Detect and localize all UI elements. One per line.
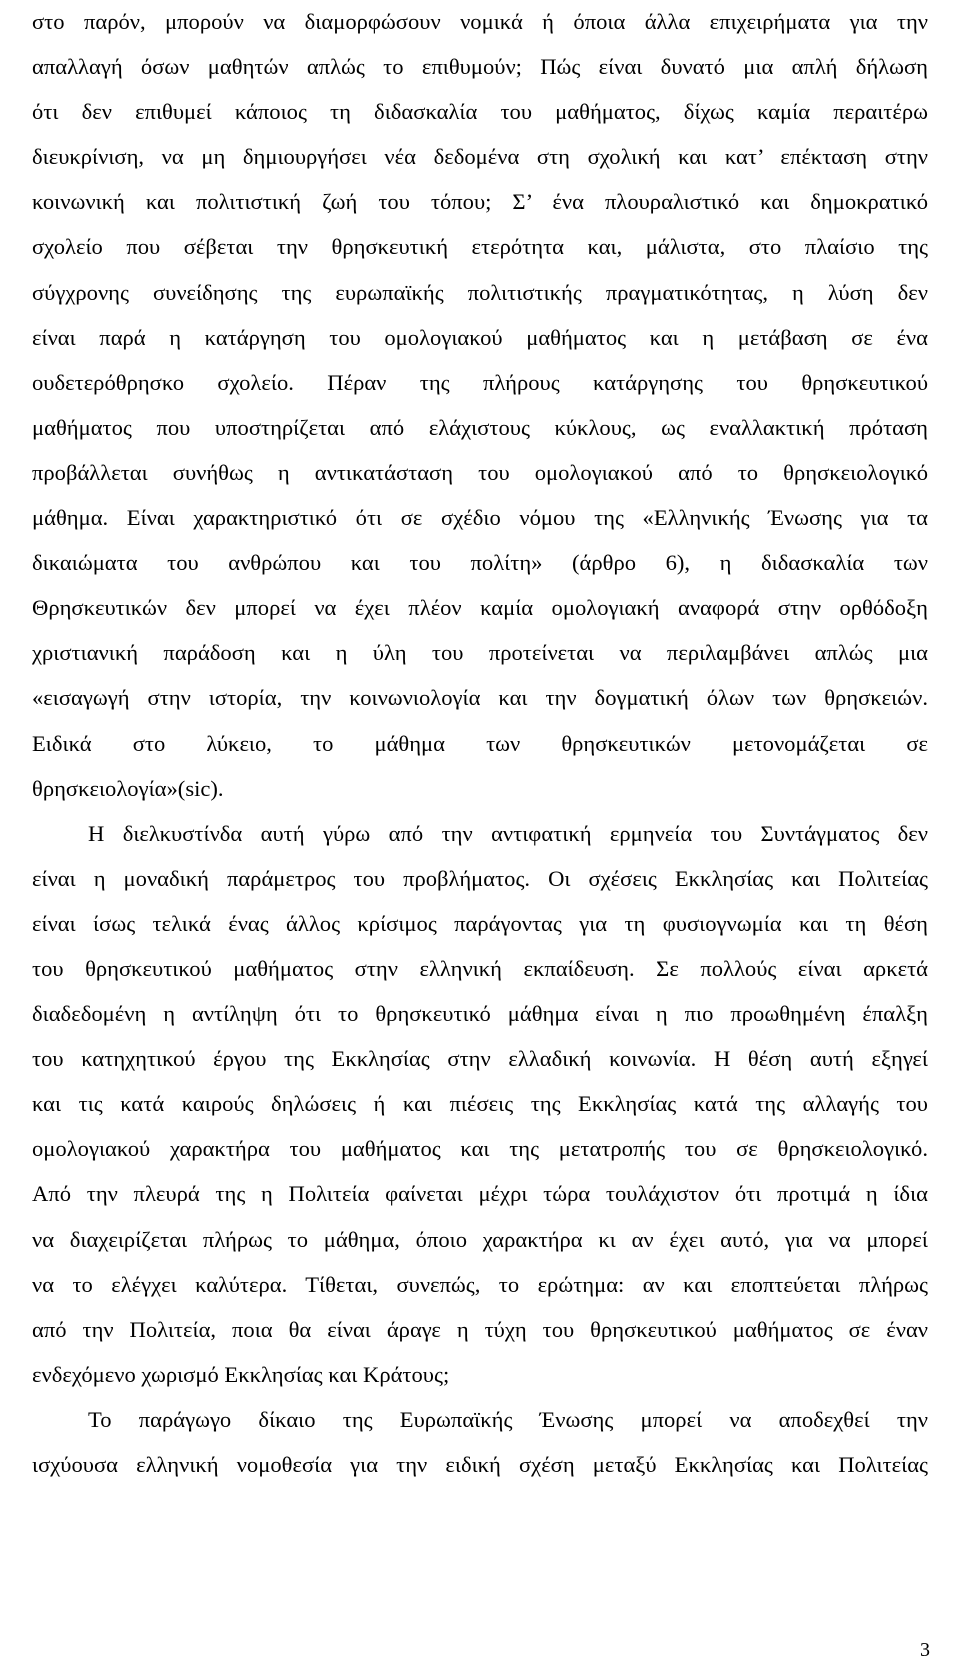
text-line: «εισαγωγή στην ιστορία, την κοινωνιολογία και την δογματική όλων των θρησκειών.	[32, 685, 928, 711]
text-line: απαλλαγή όσων μαθητών απλώς το επιθυμούν; Πώς είναι δυνατό μια απλή δήλωση	[32, 54, 928, 80]
text-line: θρησκειολογία»(sic).	[32, 775, 224, 801]
text-line: Η διελκυστίνδα αυτή γύρω από την αντιφατική ερμηνεία του Συντάγματος δεν	[88, 820, 928, 846]
text-line: προβάλλεται συνήθως η αντικατάσταση του ομολογιακού από το θρησκειολογικό	[32, 459, 928, 485]
text-line: του θρησκευτικού μαθήματος στην ελληνική εκπαίδευση. Σε πολλούς είναι αρκετά	[32, 955, 928, 981]
text-line: σύγχρονης συνείδησης της ευρωπαϊκής πολιτιστικής πραγματικότητας, η λύση δεν	[32, 279, 928, 305]
text-line: να διαχειρίζεται πλήρως το μάθημα, όποιο χαρακτήρα κι αν έχει αυτό, για να μπορεί	[32, 1226, 928, 1252]
text-line: του κατηχητικού έργου της Εκκλησίας στην ελλαδική κοινωνία. Η θέση αυτή εξηγεί	[32, 1046, 928, 1072]
text-line: Το παράγωγο δίκαιο της Ευρωπαϊκής Ένωσης μπορεί να αποδεχθεί την	[88, 1406, 928, 1432]
paragraph	[32, 0, 928, 811]
document-body	[32, 0, 928, 1487]
text-line: δικαιώματα του ανθρώπου και του πολίτη» (άρθρο 6), η διδασκαλία των	[32, 550, 928, 576]
text-line: να το ελέγχει καλύτερα. Τίθεται, συνεπώς, το ερώτημα: αν και εποπτεύεται πλήρως	[32, 1271, 928, 1297]
text-line: από την Πολιτεία, ποια θα είναι άραγε η τύχη του θρησκευτικού μαθήματος σε έναν	[32, 1316, 928, 1342]
text-line: μάθημα. Είναι χαρακτηριστικό ότι σε σχέδιο νόμου της «Ελληνικής Ένωσης για τα	[32, 505, 928, 531]
text-line: μαθήματος που υποστηρίζεται από ελάχιστους κύκλους, ως εναλλακτική πρόταση	[32, 414, 928, 440]
text-line: διαδεδομένη η αντίληψη ότι το θρησκευτικό μάθημα είναι η πιο προωθημένη έπαλξη	[32, 1001, 928, 1027]
paragraph	[32, 811, 928, 1397]
text-line: είναι η μοναδική παράμετρος του προβλήματος. Οι σχέσεις Εκκλησίας και Πολιτείας	[32, 865, 928, 891]
text-line: Ειδικά στο λύκειο, το μάθημα των θρησκευτικών μετονομάζεται σε	[32, 730, 928, 756]
text-line: διευκρίνιση, να μη δημιουργήσει νέα δεδομένα στη σχολική και κατ’ επέκταση στην	[32, 144, 928, 170]
text-line: Από την πλευρά της η Πολιτεία φαίνεται μέχρι τώρα τουλάχιστον ότι προτιμά η ίδια	[32, 1181, 928, 1207]
paragraph	[32, 1397, 928, 1487]
text-line: σχολείο που σέβεται την θρησκευτική ετερότητα και, μάλιστα, στο πλαίσιο της	[32, 234, 928, 260]
text-line: ουδετερόθρησκο σχολείο. Πέραν της πλήρους κατάργησης του θρησκευτικού	[32, 369, 928, 395]
text-line: ισχύουσα ελληνική νομοθεσία για την ειδική σχέση μεταξύ Εκκλησίας και Πολιτείας	[32, 1452, 928, 1477]
text-line: και τις κατά καιρούς δηλώσεις ή και πιέσεις της Εκκλησίας κατά της αλλαγής του	[32, 1091, 928, 1117]
text-line: ότι δεν επιθυμεί κάποιος τη διδασκαλία του μαθήματος, δίχως καμία περαιτέρω	[32, 99, 928, 125]
text-line: είναι ίσως τελικά ένας άλλος κρίσιμος παράγοντας για τη φυσιογνωμία και τη θέση	[32, 910, 928, 936]
text-line: κοινωνική και πολιτιστική ζωή του τόπου; Σ’ ένα πλουραλιστικό και δημοκρατικό	[32, 189, 928, 215]
text-line: Θρησκευτικών δεν μπορεί να έχει πλέον καμία ομολογιακή αναφορά στην ορθόδοξη	[32, 595, 928, 621]
text-line: είναι παρά η κατάργηση του ομολογιακού μαθήματος και η μετάβαση σε ένα	[32, 324, 928, 350]
text-line: στο παρόν, μπορούν να διαμορφώσουν νομικά ή όποια άλλα επιχειρήματα για την	[32, 9, 928, 34]
page-number: 3	[920, 1639, 930, 1661]
text-line: ομολογιακού χαρακτήρα του μαθήματος και της μετατροπής του σε θρησκειολογικό.	[32, 1136, 928, 1162]
text-line: χριστιανική παράδοση και η ύλη του προτείνεται να περιλαμβάνει απλώς μια	[32, 640, 928, 666]
text-line: ενδεχόμενο χωρισμό Εκκλησίας και Κράτους;	[32, 1361, 450, 1387]
